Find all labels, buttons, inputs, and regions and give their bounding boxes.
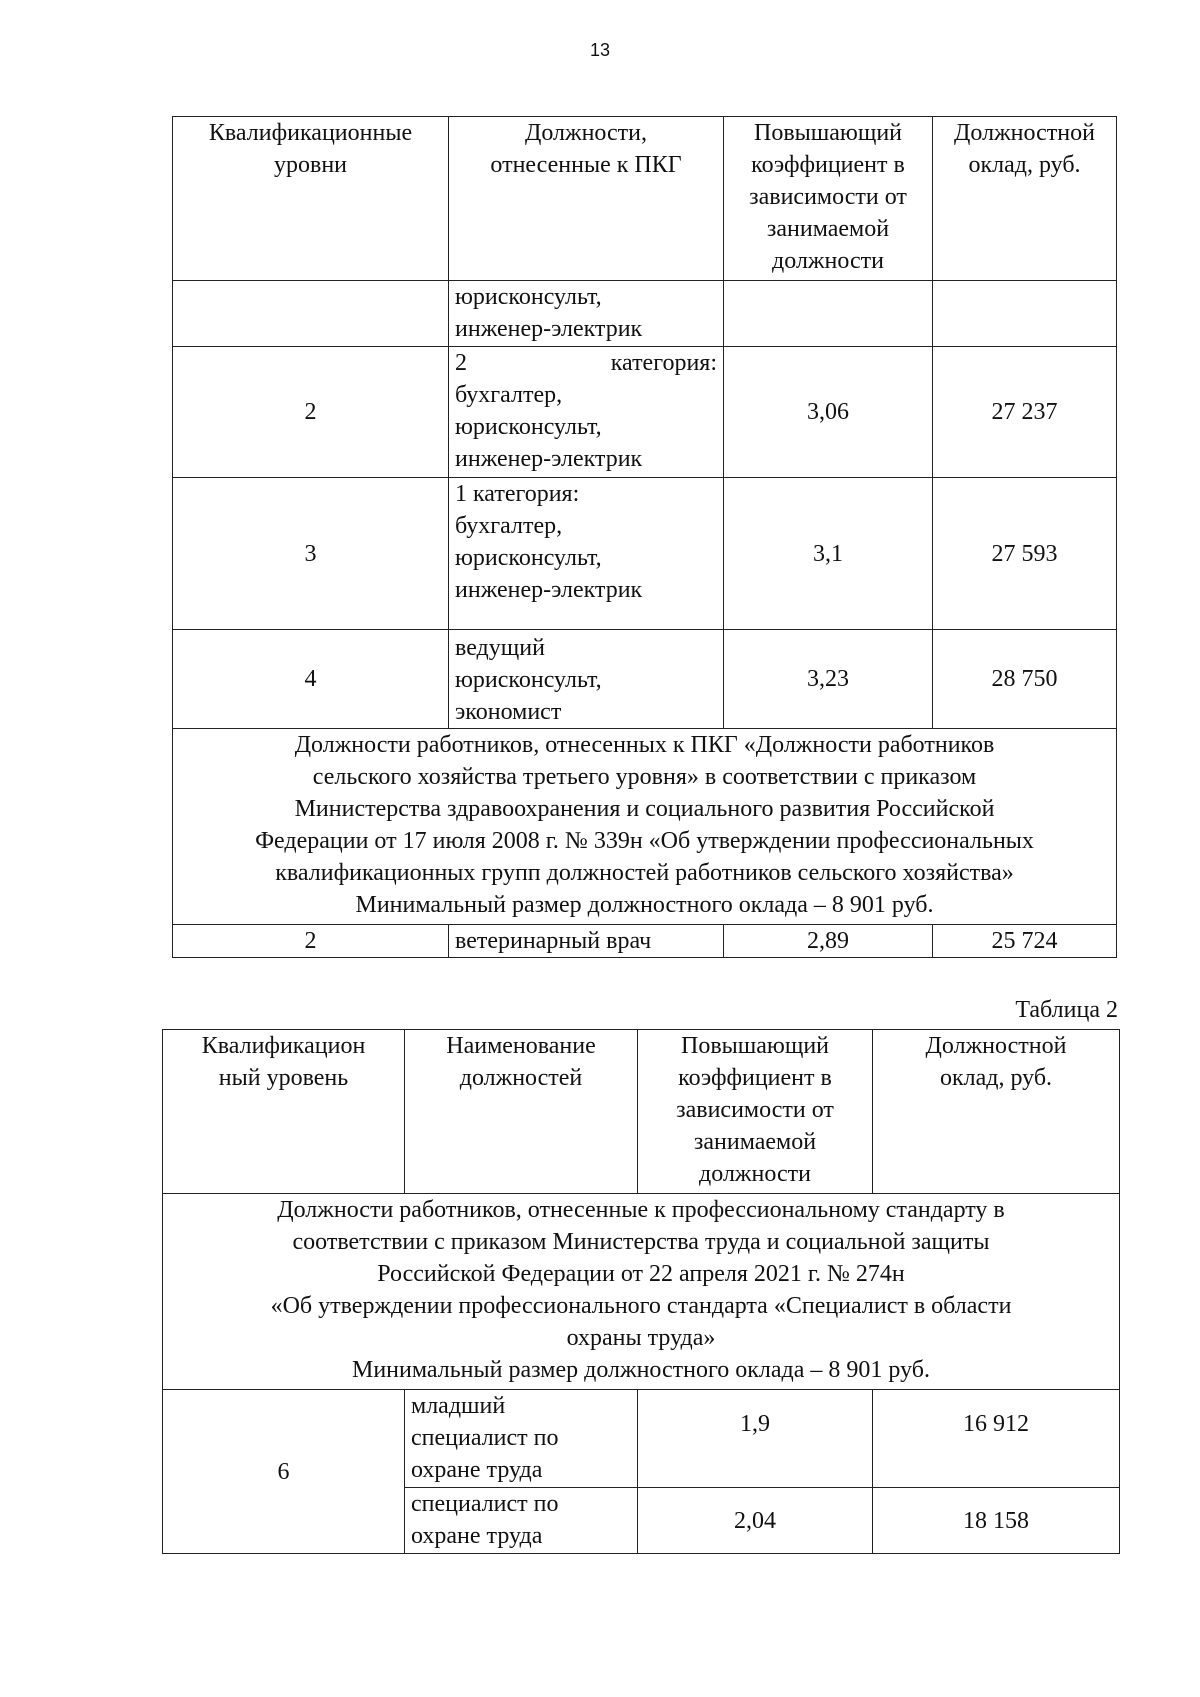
position-line: юрисконсульт, xyxy=(455,667,602,693)
position-line: экономист xyxy=(455,699,562,725)
section-row xyxy=(173,729,1117,925)
section-line: Должности работников, отнесенных к ПКГ «Должности работников xyxy=(294,732,995,758)
table-row xyxy=(173,347,1117,478)
table-row xyxy=(173,630,1117,729)
position-line: юрисконсульт, xyxy=(455,545,602,571)
section-line: Федерации от 17 июля 2008 г. № 339н «Об утверждении профессиональных xyxy=(255,828,1034,854)
salary-cell: 28 750 xyxy=(933,630,1117,729)
position-line: бухгалтер, xyxy=(455,382,563,408)
level-cell: 2 xyxy=(173,347,449,478)
positions-cell: ветеринарный врач xyxy=(449,925,724,958)
position-line: юрисконсульт, xyxy=(455,284,602,310)
table-row xyxy=(163,1390,1120,1488)
table-row xyxy=(173,478,1117,630)
header-coefficient xyxy=(638,1030,873,1194)
coefficient-cell: 2,04 xyxy=(638,1488,873,1554)
header-line: ный уровень xyxy=(218,1065,349,1091)
section-description xyxy=(173,729,1117,925)
section-line: Минимальный размер должностного оклада – 8 901 руб. xyxy=(352,1357,930,1383)
header-qualification-levels: Квалификационные уровни xyxy=(173,117,449,281)
position-line: специалист по xyxy=(411,1491,559,1517)
salary-cell: 27 593 xyxy=(933,478,1117,630)
section-line: охраны труда» xyxy=(566,1325,716,1351)
position-line: ведущий xyxy=(455,635,545,661)
header-coefficient: Повышающий коэффициент в зависимости от занимаемой должности xyxy=(724,117,933,281)
section-line: Должности работников, отнесенные к профессиональному стандарту в xyxy=(277,1197,1005,1223)
section-line: Российской Федерации от 22 апреля 2021 г. № 274н xyxy=(377,1261,905,1287)
salary-cell xyxy=(933,281,1117,347)
position-line: инженер-электрик xyxy=(455,446,643,472)
salary-cell: 16 912 xyxy=(873,1390,1120,1488)
section-line: сельского хозяйства третьего уровня» в соответствии с приказом xyxy=(312,764,977,790)
table-2-caption: Таблица 2 xyxy=(1015,997,1118,1023)
coefficient-cell: 3,23 xyxy=(724,630,933,729)
coefficient-cell xyxy=(724,281,933,347)
header-line: Наименование xyxy=(446,1033,596,1059)
section-description xyxy=(163,1194,1120,1390)
header-positions: Должности, отнесенные к ПКГ xyxy=(449,117,724,281)
qualification-table-2 xyxy=(162,1029,1120,1554)
position-line: 1 категория: xyxy=(455,481,580,507)
section-row xyxy=(163,1194,1120,1390)
header-line: зависимости от xyxy=(676,1097,834,1123)
level-cell: 4 xyxy=(173,630,449,729)
level-cell: 3 xyxy=(173,478,449,630)
position-cell xyxy=(405,1390,638,1488)
header-line: Квалификацион xyxy=(201,1033,366,1059)
header-position-names xyxy=(405,1030,638,1194)
position-line: 2 категория: xyxy=(455,350,717,376)
section-line: квалификационных групп должностей работников сельского хозяйства» xyxy=(275,860,1014,886)
header-line: оклад, руб. xyxy=(939,1065,1053,1091)
position-line: инженер-электрик xyxy=(455,316,643,342)
section-line: «Об утверждении профессионального стандарта «Специалист в области xyxy=(270,1293,1012,1319)
level-cell: 2 xyxy=(173,925,449,958)
positions-cell xyxy=(449,478,724,630)
level-cell: 6 xyxy=(163,1390,405,1554)
header-line: Повышающий xyxy=(680,1033,830,1059)
table-row xyxy=(173,281,1117,347)
position-line: охране труда xyxy=(411,1457,543,1483)
coefficient-cell: 1,9 xyxy=(638,1390,873,1488)
table-header-row xyxy=(163,1030,1120,1194)
position-line: младший xyxy=(411,1393,506,1419)
positions-cell xyxy=(449,347,724,478)
section-line: Минимальный размер должностного оклада – 8 901 руб. xyxy=(355,892,934,918)
header-salary: Должностной оклад, руб. xyxy=(933,117,1117,281)
position-line: охране труда xyxy=(411,1523,543,1549)
header-line: должностей xyxy=(459,1065,583,1091)
salary-cell: 27 237 xyxy=(933,347,1117,478)
coefficient-cell: 2,89 xyxy=(724,925,933,958)
header-line: Должностной xyxy=(925,1033,1067,1059)
table-header-row xyxy=(173,117,1117,281)
section-line: соответствии с приказом Министерства труда и социальной защиты xyxy=(292,1229,990,1255)
coefficient-cell: 3,1 xyxy=(724,478,933,630)
position-cell xyxy=(405,1488,638,1554)
table-row xyxy=(173,925,1117,958)
position-line: специалист по xyxy=(411,1425,559,1451)
position-line: юрисконсульт, xyxy=(455,414,602,440)
coefficient-cell: 3,06 xyxy=(724,347,933,478)
header-line: занимаемой xyxy=(693,1129,817,1155)
positions-cell xyxy=(449,281,724,347)
position-line: инженер-электрик xyxy=(455,577,643,603)
salary-cell: 18 158 xyxy=(873,1488,1120,1554)
header-line: должности xyxy=(699,1161,811,1187)
header-qualification-level xyxy=(163,1030,405,1194)
page-number: 13 xyxy=(589,40,611,60)
header-line: коэффициент в xyxy=(678,1065,832,1091)
header-salary xyxy=(873,1030,1120,1194)
salary-cell: 25 724 xyxy=(933,925,1117,958)
position-line: бухгалтер, xyxy=(455,513,563,539)
qualification-table-1 xyxy=(172,116,1117,958)
positions-cell xyxy=(449,630,724,729)
level-cell xyxy=(173,281,449,347)
section-line: Министерства здравоохранения и социального развития Российской xyxy=(294,796,995,822)
